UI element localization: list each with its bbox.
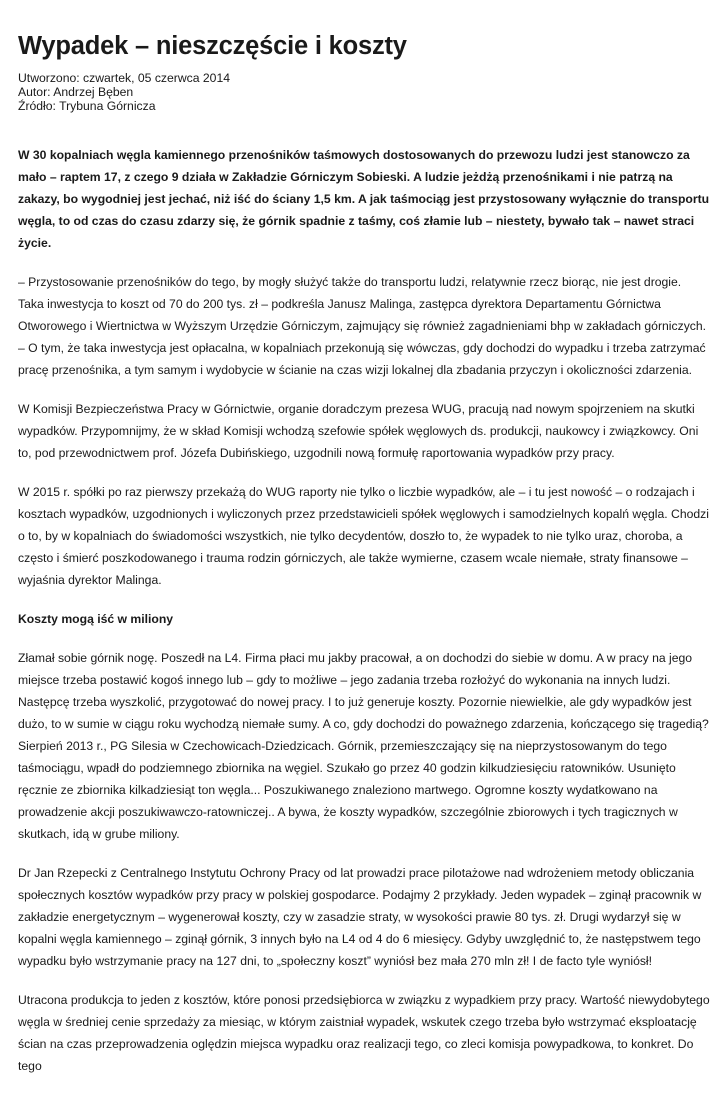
paragraph: Dr Jan Rzepecki z Centralnego Instytutu Ochrony Pracy od lat prowadzi prace pilotażowe nad wdrożeniem metody obliczania społecznych kosztów wypadków przy pracy w polskiej gospodarce. Podajmy 2 przykłady. Jeden wypadek – zginął pracownik w zakładzie energetycznym – wygenerował koszty, czy w zasadzie straty, w wysokości prawie 80 tys. zł. Drugi wydarzył się w kopalni węgla kamiennego – zginął górnik, 3 innych było na L4 od 4 do 6 miesięcy. Gdyby uwzględnić to, że następstwem tego wypadku było wstrzymanie pracy na 127 dni, to „społeczny koszt” wyniósł bez mała 270 mln zł! I de facto tyle wyniósł! <box>18 866 702 968</box>
article-meta <box>18 71 710 113</box>
created-date: Utworzono: czwartek, 05 czerwca 2014 <box>18 71 231 85</box>
paragraph: – Przystosowanie przenośników do tego, by mogły służyć także do transportu ludzi, relatywnie rzecz biorąc, nie jest drogie. Taka inwestycja to koszt od 70 do 200 tys. zł – podkreśla Janusz Malinga, zastępca dyrektora Departamentu Górnictwa Otworowego i Wiertnictwa w Wyższym Urzędzie Górniczym, zajmujący się również zagadnieniami bhp w zakładach górniczych. – O tym, że taka inwestycja jest opłacalna, w kopalniach przekonują się wówczas, gdy dochodzi do wypadku i trzeba zatrzymać pracę przenośnika, a tym samym i wydobycie w ścianie na czas wizji lokalnej dla zbadania przyczyn i okoliczności zdarzenia. <box>18 275 707 377</box>
article-page <box>18 0 710 1094</box>
source-line: Źródło: Trybuna Górnicza <box>18 99 156 113</box>
article-body <box>18 144 710 1077</box>
paragraph: Utracona produkcja to jeden z kosztów, które ponosi przedsiębiorca w związku z wypadkiem przy pracy. Wartość niewydobytego węgla w średniej cenie sprzedaży za miesiąc, w którym zaistniał wypadek, wskutek czego trzeba było wstrzymać eksploatację ścian na czas przeprowadzenia oględzin miejsca wypadku oraz realizacji tego, co zleci komisja powypadkowa, to konkret. Do tego <box>18 993 710 1073</box>
lead-paragraph: W 30 kopalniach węgla kamiennego przenośników taśmowych dostosowanych do przewozu ludzi jest stanowczo za mało – raptem 17, z czego 9 działa w Zakładzie Górniczym Sobieski. A ludzie jeżdżą przenośnikami i nie patrzą na zakazy, bo wygodniej jest jechać, niż iść do ściany 1,5 km. A jak taśmociąg jest przystosowany wyłącznie do transportu węgla, to od czas do czasu zdarzy się, że górnik spadnie z taśmy, coś złamie lub – niestety, bywało tak – nawet straci życie. <box>18 148 710 250</box>
article-title: Wypadek – nieszczęście i koszty <box>18 32 407 60</box>
section-heading: Koszty mogą iść w miliony <box>18 612 174 626</box>
paragraph: W Komisji Bezpieczeństwa Pracy w Górnictwie, organie doradczym prezesa WUG, pracują nad nowym spojrzeniem na skutki wypadków. Przypomnijmy, że w skład Komisji wchodzą szefowie spółek węglowych ds. produkcji, naukowcy i związkowcy. Oni to, pod przewodnictwem prof. Józefa Dubińskiego, uzgodnili nową formułę raportowania wypadków przy pracy. <box>18 402 699 460</box>
paragraph: W 2015 r. spółki po raz pierwszy przekażą do WUG raporty nie tylko o liczbie wypadków, ale – i tu jest nowość – o rodzajach i kosztach wypadków, uzgodnionych i wyliczonych przez przedstawicieli spółek węglowych i samodzielnych kopalń węgla. Chodzi o to, by w kopalniach do świadomości wszystkich, nie tylko decydentów, doszło to, że wypadek to nie tylko uraz, choroba, a często i śmierć poszkodowanego i trauma rodzin górniczych, ale także wymierne, czasem wcale niemałe, straty finansowe – wyjaśnia dyrektor Malinga. <box>18 485 709 587</box>
author-line: Autor: Andrzej Bęben <box>18 85 134 99</box>
paragraph: Złamał sobie górnik nogę. Poszedł na L4. Firma płaci mu jakby pracował, a on dochodzi do siebie w domu. A w pracy na jego miejsce trzeba postawić kogoś innego lub – gdy to możliwe – jego zadania trzeba rozłożyć do wykonania na innych ludzi. Następcę trzeba wyszkolić, przygotować do nowej pracy. I to już generuje koszty. Pozornie niewielkie, ale gdy wypadków jest dużo, to w sumie w ciągu roku wychodzą niemałe sumy. A co, gdy dochodzi do poważnego zdarzenia, kończącego się tragedią? Sierpień 2013 r., PG Silesia w Czechowicach-Dziedzicach. Górnik, przemieszczający się na nieprzystosowanym do tego taśmociągu, wpadł do podziemnego zbiornika na węgiel. Szukało go przez 40 godzin kilkudziesięciu ratowników. Usunięto ręcznie ze zbiornika kilkadziesiąt ton węgla... Poszukiwanego znaleziono martwego. Ogromne koszty wydatkowano na prowadzenie akcji poszukiwawczo-ratowniczej.. A bywa, że koszty wypadków, szczególnie zbiorowych i tych tragicznych w skutkach, idą w grube miliony. <box>18 651 709 841</box>
